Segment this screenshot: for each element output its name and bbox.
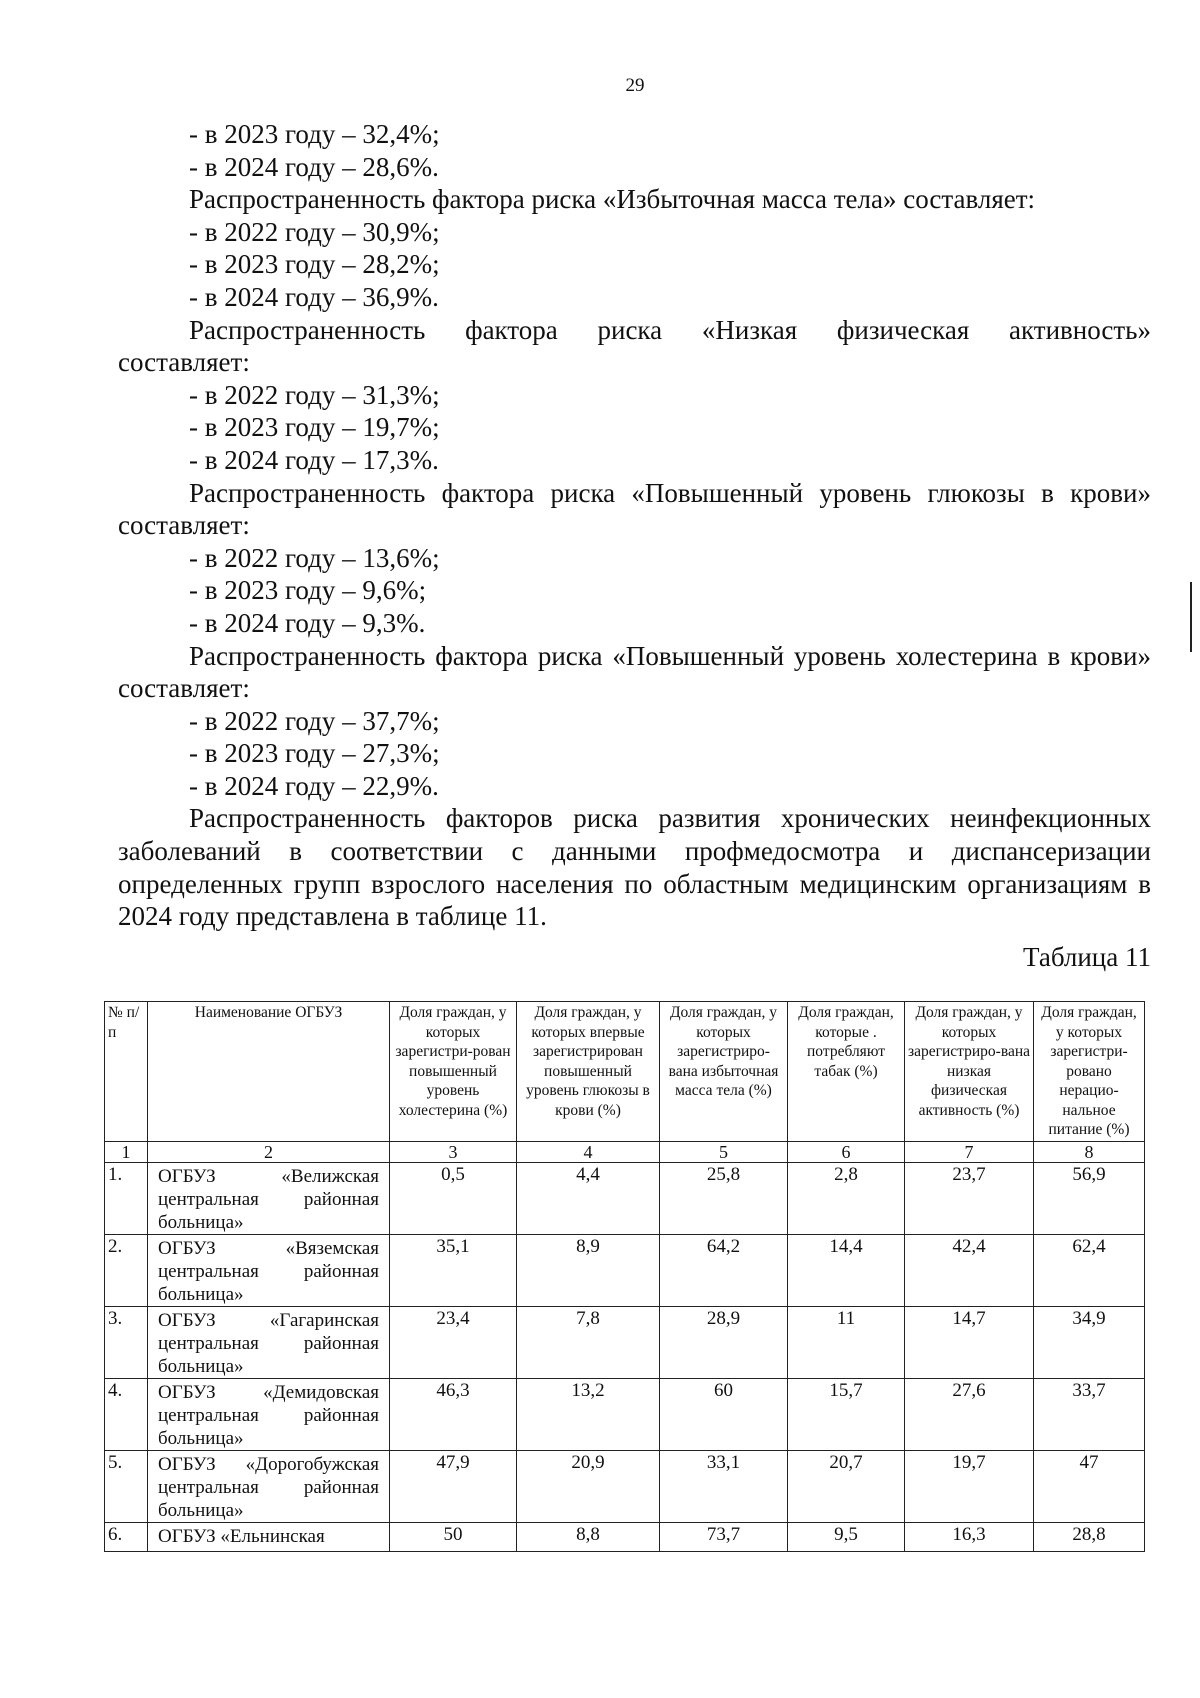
organization-name: ОГБУЗ «Демидовская центральная районная больница»	[148, 1378, 390, 1450]
row-index: 6.	[105, 1522, 148, 1551]
table-cell: 23,7	[905, 1162, 1034, 1234]
paragraph: - в 2024 году – 36,9%.	[189, 281, 439, 312]
data-table	[104, 1001, 1145, 1552]
table-row	[105, 1450, 1145, 1522]
paragraph: Распространенность фактора риска «Избыточная масса тела» составляет:	[189, 184, 1036, 215]
row-index: 4.	[105, 1378, 148, 1450]
paragraph: - в 2023 году – 27,3%;	[189, 738, 440, 769]
organization-name: ОГБУЗ «Дорогобужская центральная районная больница»	[148, 1450, 390, 1522]
table-cell: 0,5	[390, 1162, 517, 1234]
table-cell: 33,7	[1034, 1378, 1145, 1450]
row-index: 3.	[105, 1306, 148, 1378]
organization-name: ОГБУЗ «Ельнинская	[148, 1522, 390, 1551]
table-cell: 8,8	[517, 1522, 660, 1551]
paragraph: - в 2024 году – 17,3%.	[189, 444, 439, 475]
table-cell: 20,7	[788, 1450, 905, 1522]
table-cell: 47,9	[390, 1450, 517, 1522]
column-header: Наименование ОГБУЗ	[148, 1002, 390, 1142]
table-cell: 8,9	[517, 1234, 660, 1306]
column-header: Доля граждан, которые . потребляют табак (%)	[788, 1002, 905, 1142]
table-cell: 9,5	[788, 1522, 905, 1551]
table-cell: 7,8	[517, 1306, 660, 1378]
table-cell: 15,7	[788, 1378, 905, 1450]
column-number: 7	[905, 1141, 1034, 1162]
paragraph: - в 2022 году – 13,6%;	[189, 542, 440, 573]
column-number-row	[105, 1141, 1145, 1162]
organization-name: ОГБУЗ «Вяземская центральная районная больница»	[148, 1234, 390, 1306]
column-header: Доля граждан, у которых зарегистри-рован повышенный уровень холестерина (%)	[390, 1002, 517, 1142]
table-cell: 56,9	[1034, 1162, 1145, 1234]
table-cell: 34,9	[1034, 1306, 1145, 1378]
column-number: 8	[1034, 1141, 1145, 1162]
table-cell: 11	[788, 1306, 905, 1378]
column-number: 2	[148, 1141, 390, 1162]
paragraph: - в 2022 году – 30,9%;	[189, 216, 440, 247]
row-index: 1.	[105, 1162, 148, 1234]
table-cell: 23,4	[390, 1306, 517, 1378]
column-number: 5	[660, 1141, 788, 1162]
table-cell: 35,1	[390, 1234, 517, 1306]
table-row	[105, 1162, 1145, 1234]
paragraph: - в 2023 году – 9,6%;	[189, 575, 427, 606]
table-cell: 19,7	[905, 1450, 1034, 1522]
column-header: № п/п	[105, 1002, 148, 1142]
table-cell: 33,1	[660, 1450, 788, 1522]
column-header: Доля граждан, у которых зарегистриро-вана избыточная масса тела (%)	[660, 1002, 788, 1142]
table-cell: 46,3	[390, 1378, 517, 1450]
table-cell: 60	[660, 1378, 788, 1450]
column-number: 4	[517, 1141, 660, 1162]
table-cell: 14,7	[905, 1306, 1034, 1378]
table-cell: 62,4	[1034, 1234, 1145, 1306]
paragraph: - в 2023 году – 28,2%;	[189, 249, 440, 280]
paragraph: Распространенность факторов риска развития хронических неинфекционных заболеваний в соответствии с данными профмедосмотра и диспансеризации определенных групп взрослого населения по областным медицинским организациям в 2024 году представлена в таблице 11.	[118, 803, 1151, 932]
column-number: 1	[105, 1141, 148, 1162]
column-number: 3	[390, 1141, 517, 1162]
paragraph: - в 2024 году – 28,6%.	[189, 151, 439, 182]
paragraph: Распространенность фактора риска «Повышенный уровень холестерина в крови» составляет:	[118, 640, 1151, 704]
table-row	[105, 1378, 1145, 1450]
table-cell: 47	[1034, 1450, 1145, 1522]
scan-margin-mark	[1190, 582, 1192, 652]
organization-name: ОГБУЗ «Велижская центральная районная больница»	[148, 1162, 390, 1234]
table-row	[105, 1306, 1145, 1378]
table-cell: 16,3	[905, 1522, 1034, 1551]
column-number: 6	[788, 1141, 905, 1162]
paragraph: - в 2024 году – 9,3%.	[189, 607, 426, 638]
table-cell: 28,9	[660, 1306, 788, 1378]
table-cell: 13,2	[517, 1378, 660, 1450]
page-number: 29	[625, 75, 645, 96]
table-cell: 27,6	[905, 1378, 1034, 1450]
table-cell: 20,9	[517, 1450, 660, 1522]
paragraph: Распространенность фактора риска «Повышенный уровень глюкозы в крови» составляет:	[118, 477, 1151, 541]
organization-name: ОГБУЗ «Гагаринская центральная районная больница»	[148, 1306, 390, 1378]
column-header: Доля граждан, у которых впервые зарегистрирован повышенный уровень глюкозы в крови (%)	[517, 1002, 660, 1142]
table-cell: 25,8	[660, 1162, 788, 1234]
table-cell: 28,8	[1034, 1522, 1145, 1551]
paragraph: - в 2024 году – 22,9%.	[189, 770, 439, 801]
paragraph: - в 2023 году – 32,4%;	[189, 119, 440, 149]
paragraph: - в 2022 году – 37,7%;	[189, 705, 440, 736]
paragraph: Распространенность фактора риска «Низкая физическая активность» составляет:	[118, 314, 1151, 378]
row-index: 2.	[105, 1234, 148, 1306]
table-cell: 4,4	[517, 1162, 660, 1234]
row-index: 5.	[105, 1450, 148, 1522]
table-cell: 42,4	[905, 1234, 1034, 1306]
column-header: Доля граждан, у которых зарегистриро-вана низкая физическая активность (%)	[905, 1002, 1034, 1142]
table-row	[105, 1522, 1145, 1551]
table-cell: 64,2	[660, 1234, 788, 1306]
table-row	[105, 1234, 1145, 1306]
table-cell: 50	[390, 1522, 517, 1551]
paragraph: - в 2022 году – 31,3%;	[189, 379, 440, 410]
body-text	[118, 118, 1151, 973]
table-cell: 2,8	[788, 1162, 905, 1234]
table-caption: Таблица 11	[1023, 941, 1151, 972]
paragraph: - в 2023 году – 19,7%;	[189, 412, 440, 443]
table-header-row	[105, 1002, 1145, 1142]
table-cell: 14,4	[788, 1234, 905, 1306]
table-cell: 73,7	[660, 1522, 788, 1551]
column-header: Доля граждан, у которых зарегистри-ровано нерацио-нальное питание (%)	[1034, 1002, 1145, 1142]
